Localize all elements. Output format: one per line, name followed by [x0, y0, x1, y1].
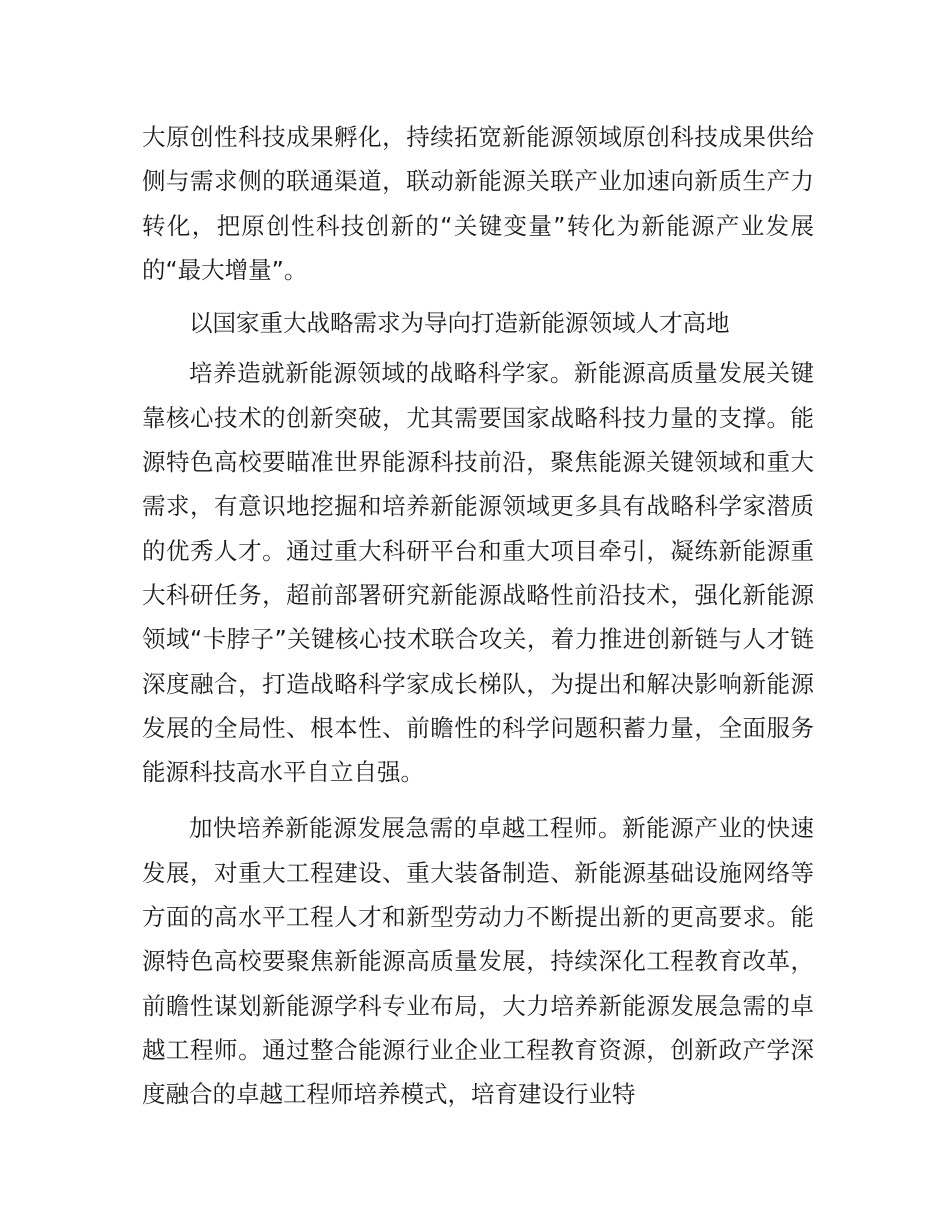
- section-heading: 以国家重大战略需求为导向打造新能源领域人才高地: [189, 309, 730, 338]
- paragraph-continuation: 大原创性科技成果孵化，持续拓宽新能源领域原创科技成果供给侧与需求侧的联通渠道，联动新能源关联产业加速向新质生产力转化，把原创性科技创新的“关键变量”转化为新能源产业发展的“最大增量”。: [142, 123, 814, 284]
- paragraph-excellent-engineers: 加快培养新能源发展急需的卓越工程师。新能源产业的快速发展，对重大工程建设、重大装备制造、新能源基础设施网络等方面的高水平工程人才和新型劳动力不断提出新的更高要求。能源特色高校要聚焦新能源高质量发展，持续深化工程教育改革，前瞻性谋划新能源学科专业布局，大力培养新能源发展急需的卓越工程师。通过整合能源行业企业工程教育资源，创新政产学深度融合的卓越工程师培养模式，培育建设行业特: [142, 814, 814, 1109]
- document-page: [142, 115, 814, 1117]
- paragraph-strategic-scientists: 培养造就新能源领域的战略科学家。新能源高质量发展关键靠核心技术的创新突破，尤其需要国家战略科技力量的支撑。能源特色高校要瞄准世界能源科技前沿，聚焦能源关键领域和重大需求，有意识地挖掘和培养新能源领域更多具有战略科学家潜质的优秀人才。通过重大科研平台和重大项目牵引，凝练新能源重大科研任务，超前部署研究新能源战略性前沿技术，强化新能源领域“卡脖子”关键核心技术联合攻关，着力推进创新链与人才链深度融合，打造战略科学家成长梯队，为提出和解决影响新能源发展的全局性、根本性、前瞻性的科学问题积蓄力量，全面服务能源科技高水平自立自强。: [142, 359, 814, 787]
